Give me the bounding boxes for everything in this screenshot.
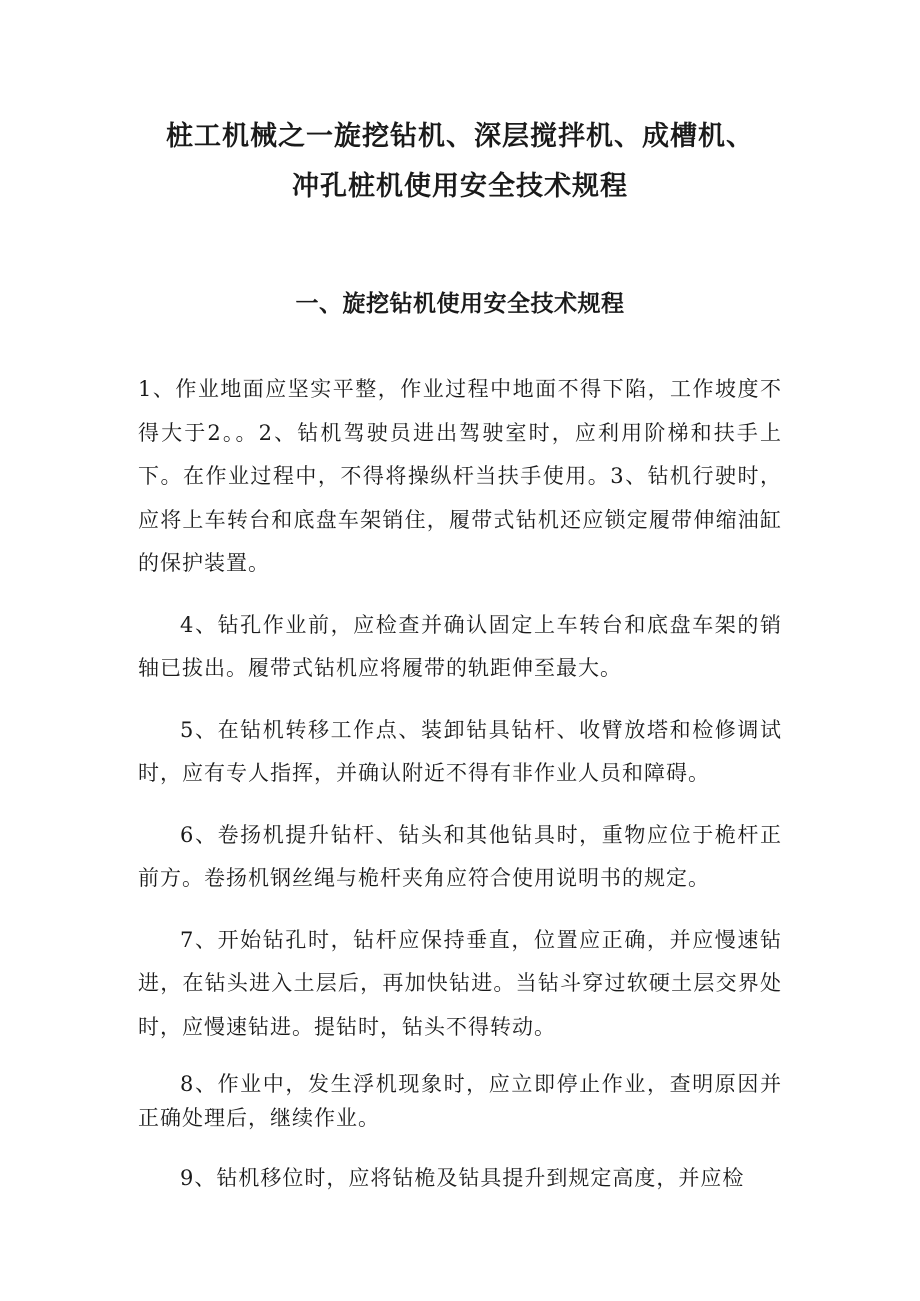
paragraph-7: 7、开始钻孔时，钻杆应保持垂直，位置应正确，并应慢速钻进，在钻头进入土层后，再加快钻进。当钻斗穿过软硬土层交界处时，应慢速钻进。提钻时，钻头不得转动。 (138, 927, 782, 1039)
section-heading: 一、旋挖钻机使用安全技术规程 (295, 291, 625, 317)
paragraph-8: 8、作业中，发生浮机现象时，应立即停止作业，查明原因并正确处理后，继续作业。 (138, 1072, 782, 1130)
title-line-1: 桩工机械之一旋挖钻机、深层搅拌机、成槽机、 (166, 121, 754, 152)
document-body (138, 368, 782, 1201)
paragraph-5: 5、在钻机转移工作点、装卸钻具钻杆、收臂放塔和检修调试时，应有专人指挥，并确认附近不得有非作业人员和障碍。 (138, 717, 782, 785)
document-title (138, 112, 782, 212)
paragraph-6: 6、卷扬机提升钻杆、钻头和其他钻具时，重物应位于桅杆正前方。卷扬机钢丝绳与桅杆夹角应符合使用说明书的规定。 (138, 822, 782, 890)
paragraph-1: 1、作业地面应坚实平整，作业过程中地面不得下陷，工作坡度不得大于2。。2、钻机驾驶员进出驾驶室时，应利用阶梯和扶手上下。在作业过程中，不得将操纵杆当扶手使用。3、钻机行驶时，应将上车转台和底盘车架销住，履带式钻机还应锁定履带伸缩油缸的保护装置。 (138, 377, 782, 575)
paragraph-9: 9、钻机移位时，应将钻桅及钻具提升到规定高度，并应检 (180, 1166, 745, 1190)
title-line-2: 冲孔桩机使用安全技术规程 (292, 171, 628, 202)
paragraph-4: 4、钻孔作业前，应检查并确认固定上车转台和底盘车架的销轴已拔出。履带式钻机应将履带的轨距伸至最大。 (138, 612, 782, 680)
